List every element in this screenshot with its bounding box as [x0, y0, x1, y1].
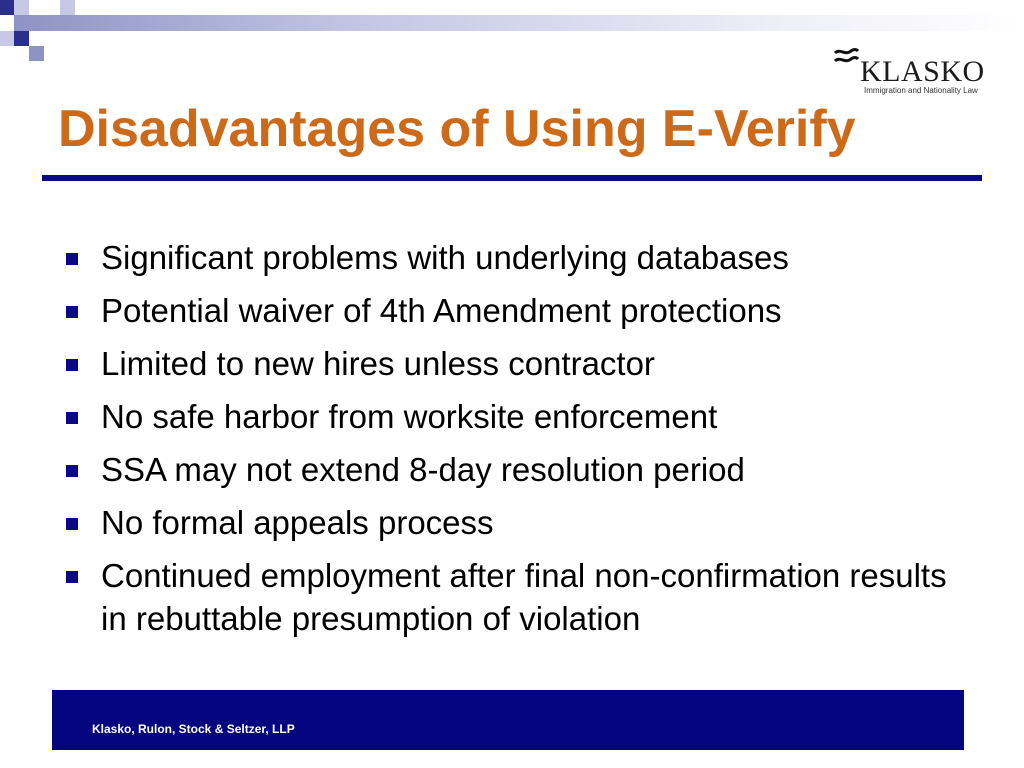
bullet-item-7 — [66, 554, 966, 640]
bullet-item-4 — [66, 395, 966, 438]
bullet-text: Limited to new hires unless contractor — [101, 345, 655, 382]
corner-square-white-1 — [0, 15, 14, 31]
square-bullet-icon — [66, 518, 78, 530]
corner-square-light-3 — [0, 31, 14, 46]
corner-square-light-1 — [14, 0, 29, 15]
square-bullet-icon — [66, 359, 78, 371]
square-bullet-icon — [66, 571, 78, 583]
top-gradient-bar — [14, 15, 1024, 31]
title-divider — [42, 175, 982, 181]
logo-tagline: Immigration and Nationality Law — [864, 86, 978, 95]
bullet-item-2 — [66, 289, 966, 332]
bullet-item-1 — [66, 236, 966, 279]
bullet-item-3 — [66, 342, 966, 385]
logo-wordmark — [860, 57, 985, 87]
bullet-item-6 — [66, 501, 966, 544]
corner-square-mid-1 — [29, 46, 44, 61]
footer-bar — [52, 690, 964, 750]
bullet-text: Continued employment after final non-confirmation results in rebuttable presumption of violation — [101, 557, 947, 637]
slide-title: Disadvantages of Using E-Verify — [58, 100, 856, 158]
bullet-list — [66, 236, 966, 650]
square-bullet-icon — [66, 306, 78, 318]
logo-name: KLASKO — [860, 55, 985, 88]
klasko-logo — [832, 47, 985, 99]
bullet-text: Potential waiver of 4th Amendment protections — [101, 292, 782, 329]
corner-square-navy-1 — [0, 0, 14, 15]
bullet-text: Significant problems with underlying databases — [101, 239, 789, 276]
footer-firm-name: Klasko, Rulon, Stock & Seltzer, LLP — [92, 722, 295, 736]
bullet-text: SSA may not extend 8-day resolution period — [101, 451, 745, 488]
square-bullet-icon — [66, 412, 78, 424]
bullet-text: No formal appeals process — [101, 504, 494, 541]
square-bullet-icon — [66, 253, 78, 265]
square-bullet-icon — [66, 465, 78, 477]
bullet-text: No safe harbor from worksite enforcement — [101, 398, 718, 435]
wave-icon — [832, 47, 862, 73]
bullet-item-5 — [66, 448, 966, 491]
corner-square-light-2 — [60, 0, 75, 15]
corner-square-navy-2 — [14, 31, 29, 46]
